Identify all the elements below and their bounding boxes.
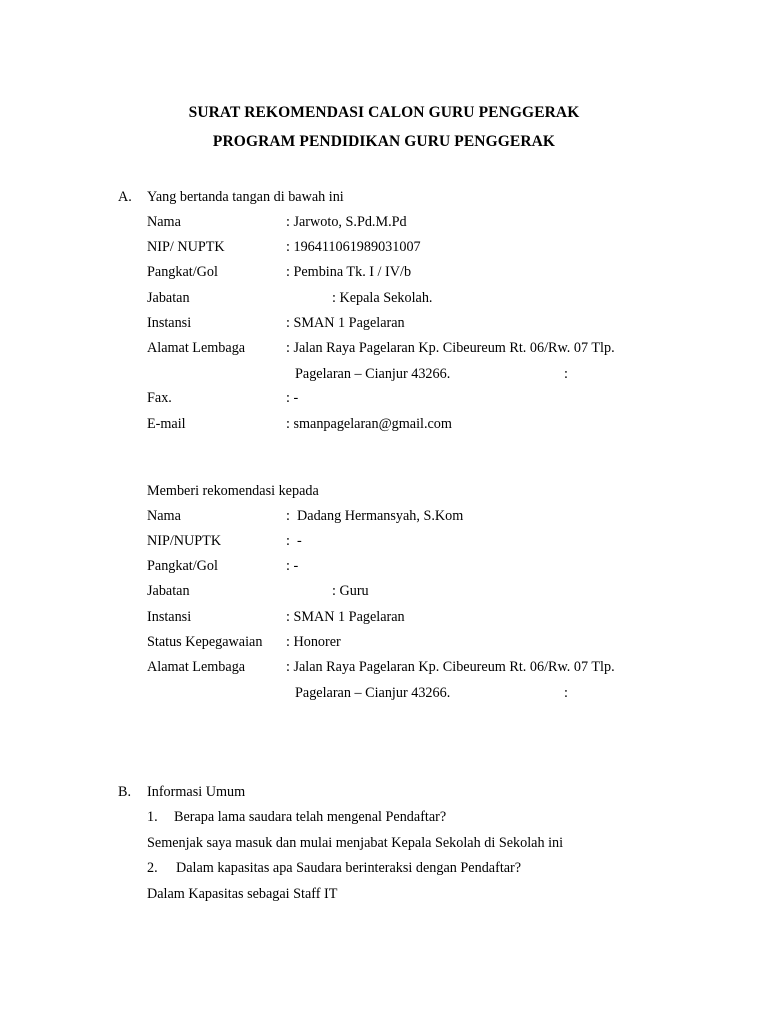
candidate-instansi-label: Instansi (147, 609, 192, 625)
candidate-status-value: : Honorer (286, 634, 341, 650)
candidate-jabatan-label: Jabatan (147, 583, 190, 599)
signer-nama-value: : Jarwoto, S.Pd.M.Pd (286, 214, 407, 230)
signer-nama-label: Nama (147, 214, 181, 230)
question-2-number: 2. (147, 860, 158, 876)
signer-alamat-trailing-colon: : (564, 366, 568, 382)
signer-jabatan-label: Jabatan (147, 290, 190, 306)
page-title-line-1: SURAT REKOMENDASI CALON GURU PENGGERAK (188, 104, 580, 121)
signer-fax-label: Fax. (147, 390, 172, 406)
question-2-text: Dalam kapasitas apa Saudara berinteraksi dengan Pendaftar? (176, 860, 522, 876)
signer-alamat-value-1: : Jalan Raya Pagelaran Kp. Cibeureum Rt. 06/Rw. 07 Tlp. (286, 340, 615, 356)
candidate-instansi-value: : SMAN 1 Pagelaran (286, 609, 405, 625)
question-1-text: Berapa lama saudara telah mengenal Pendaftar? (174, 809, 447, 825)
candidate-alamat-value-1: : Jalan Raya Pagelaran Kp. Cibeureum Rt. 06/Rw. 07 Tlp. (286, 659, 615, 675)
candidate-pangkat-label: Pangkat/Gol (147, 558, 218, 574)
signer-alamat-label: Alamat Lembaga (147, 340, 246, 356)
candidate-nama-value: : Dadang Hermansyah, S.Kom (286, 508, 464, 524)
signer-nip-label: NIP/ NUPTK (147, 239, 225, 255)
candidate-status-label: Status Kepegawaian (147, 634, 263, 650)
answer-2-text: Dalam Kapasitas sebagai Staff IT (147, 886, 338, 902)
answer-1-text: Semenjak saya masuk dan mulai menjabat Kepala Sekolah di Sekolah ini (147, 835, 564, 851)
candidate-nip-label: NIP/NUPTK (147, 533, 222, 549)
question-1-number: 1. (147, 809, 158, 825)
section-a-intro: Yang bertanda tangan di bawah ini (147, 189, 344, 205)
signer-fax-value: : - (286, 390, 299, 406)
page-title-line-2: PROGRAM PENDIDIKAN GURU PENGGERAK (212, 133, 556, 150)
signer-nip-value: : 196411061989031007 (286, 239, 421, 255)
signer-pangkat-value: : Pembina Tk. I / IV/b (286, 264, 412, 280)
candidate-nip-value: : - (286, 533, 302, 549)
signer-alamat-value-2: Pagelaran – Cianjur 43266. (295, 366, 451, 382)
recommend-intro: Memberi rekomendasi kepada (147, 483, 319, 499)
signer-email-label: E-mail (147, 416, 186, 432)
candidate-pangkat-value: : - (286, 558, 299, 574)
candidate-alamat-trailing-colon: : (564, 685, 568, 701)
signer-instansi-label: Instansi (147, 315, 192, 331)
candidate-alamat-label: Alamat Lembaga (147, 659, 246, 675)
candidate-nama-label: Nama (147, 508, 181, 524)
signer-pangkat-label: Pangkat/Gol (147, 264, 218, 280)
section-b-marker: B. (118, 784, 132, 800)
section-a-marker: A. (118, 189, 132, 205)
section-b-heading: Informasi Umum (147, 784, 246, 800)
candidate-alamat-value-2: Pagelaran – Cianjur 43266. (295, 685, 451, 701)
signer-jabatan-value: : Kepala Sekolah. (332, 290, 433, 306)
signer-instansi-value: : SMAN 1 Pagelaran (286, 315, 405, 331)
signer-email-value: : smanpagelaran@gmail.com (286, 416, 452, 432)
candidate-jabatan-value: : Guru (332, 583, 369, 599)
